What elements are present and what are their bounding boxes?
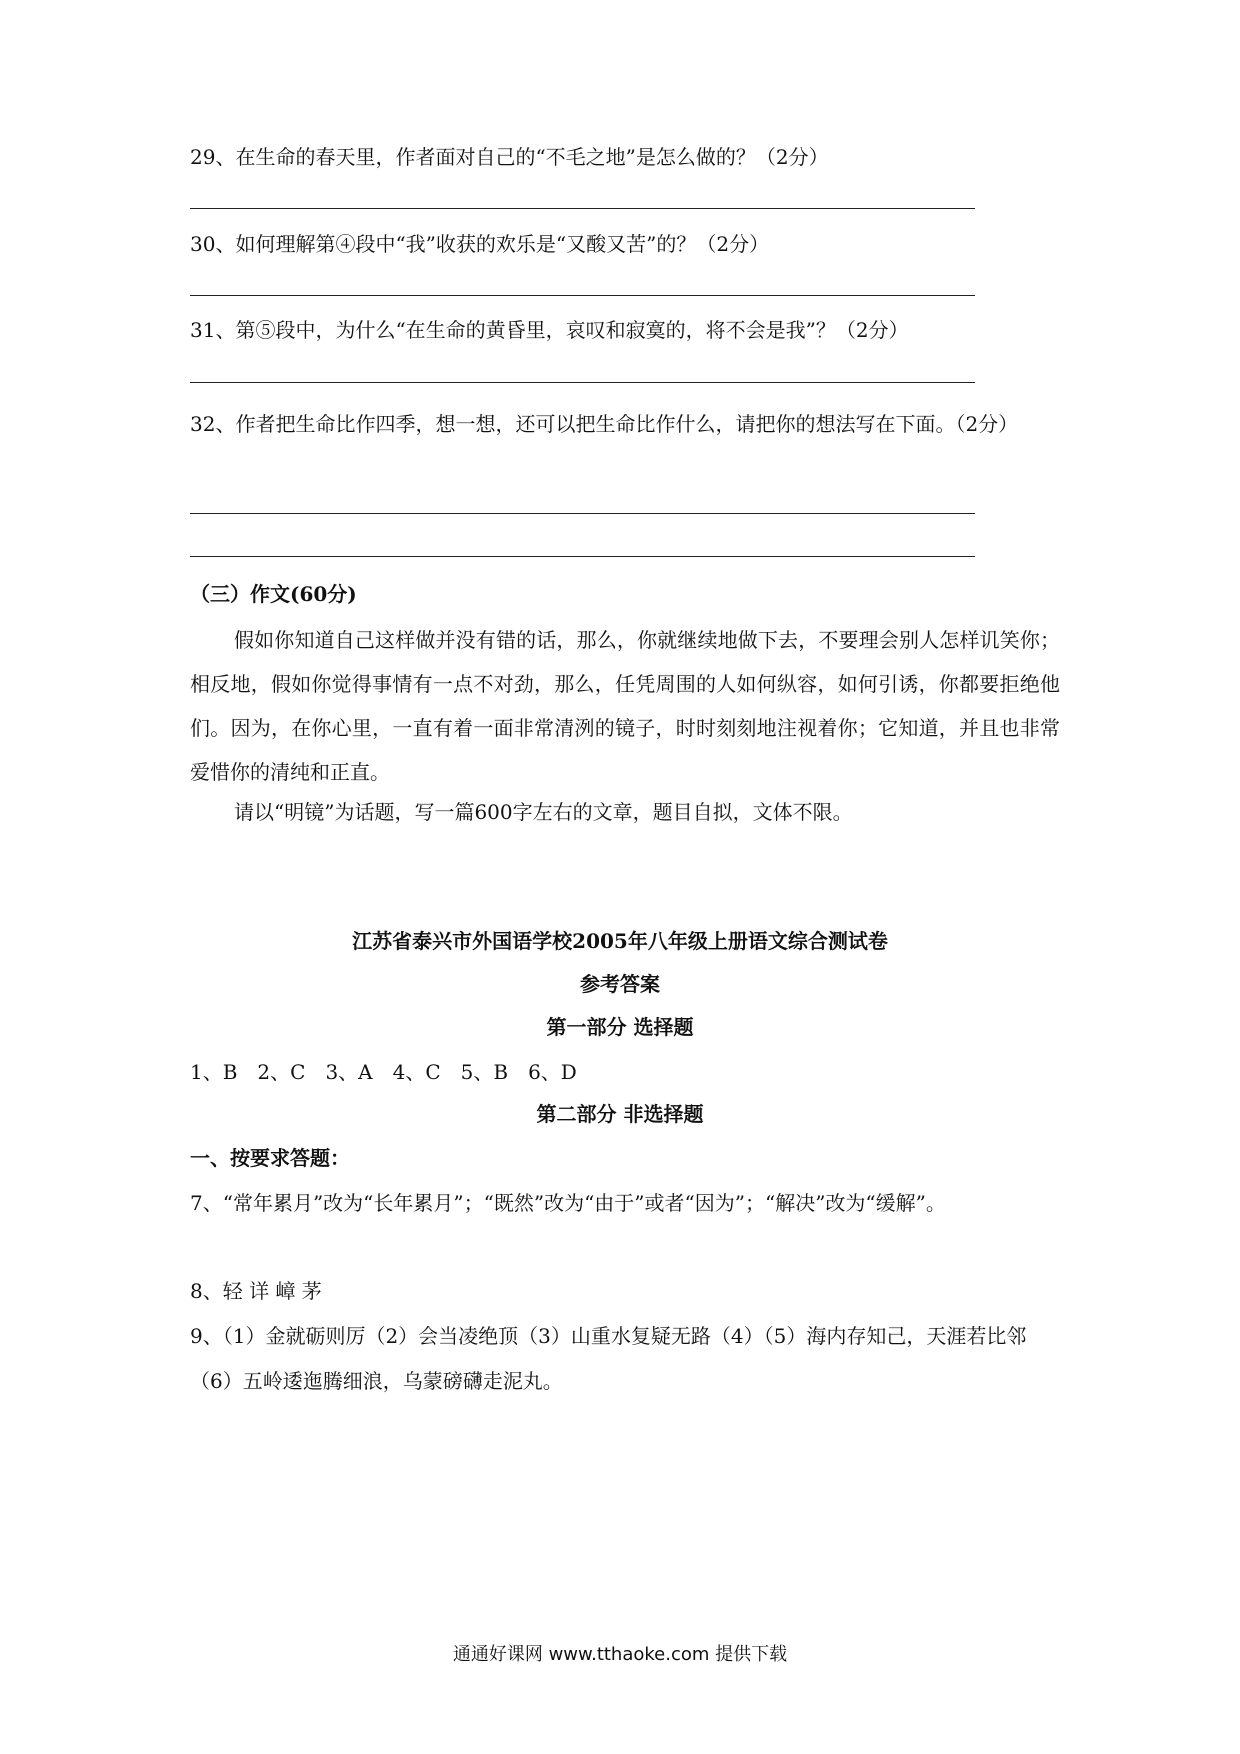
answer-line-30	[190, 295, 975, 296]
part2-heading: 第二部分 非选择题	[536, 1102, 704, 1126]
answer-line-32b	[190, 556, 975, 557]
page-footer: 通通好课网 www.tthaoke.com 提供下载	[452, 1644, 788, 1665]
answers-subtitle: 参考答案	[580, 972, 660, 996]
answer-7: 7、“常年累月”改为“长年累月”；“既然”改为“由于”或者“因为”；“解决”改为“缓解”。	[190, 1191, 946, 1215]
part1-heading: 第一部分 选择题	[546, 1015, 694, 1039]
section1-heading: 一、按要求答题：	[190, 1146, 350, 1170]
question-30: 30、如何理解第④段中“我”收获的欢乐是“又酸又苦”的？（2分）	[190, 232, 770, 256]
question-32: 32、作者把生命比作四季，想一想，还可以把生命比作什么，请把你的想法写在下面。（2分）	[190, 412, 1019, 436]
question-31: 31、第⑤段中，为什么“在生命的黄昏里，哀叹和寂寞的，将不会是我”？（2分）	[190, 318, 909, 342]
answer-line-31	[190, 382, 975, 383]
essay-heading: （三）作文(60分)	[190, 582, 357, 606]
answer-line-29	[190, 208, 975, 209]
answer-9: 9、（1）金就砺则厉（2）会当凌绝顶（3）山重水复疑无路（4）（5）海内存知己，天涯若比邻（6）五岭逶迤腾细浪，乌蒙磅礴走泥丸。	[190, 1324, 1027, 1393]
answer-8: 8、轻 详 嶂 茅	[190, 1279, 322, 1303]
essay-paragraph: 假如你知道自己这样做并没有错的话，那么，你就继续地做下去，不要理会别人怎样讥笑你；相反地，假如你觉得事情有一点不对劲，那么，任凭周围的人如何纵容，如何引诱，你都要拒绝他们。因为，在你心里，一直有着一面非常清洌的镜子，时时刻刻地注视着你；它知道，并且也非常爱惜你的清纯和正直。	[190, 628, 1060, 784]
answer-line-32a	[190, 513, 975, 514]
question-29: 29、在生命的春天里，作者面对自己的“不毛之地”是怎么做的？（2分）	[190, 145, 829, 169]
essay-prompt: 请以“明镜”为话题，写一篇600字左右的文章，题目自拟，文体不限。	[234, 800, 853, 824]
answers-title: 江苏省泰兴市外国语学校2005年八年级上册语文综合测试卷	[352, 929, 888, 953]
part1-answers: 1、B 2、C 3、A 4、C 5、B 6、D	[190, 1060, 577, 1084]
